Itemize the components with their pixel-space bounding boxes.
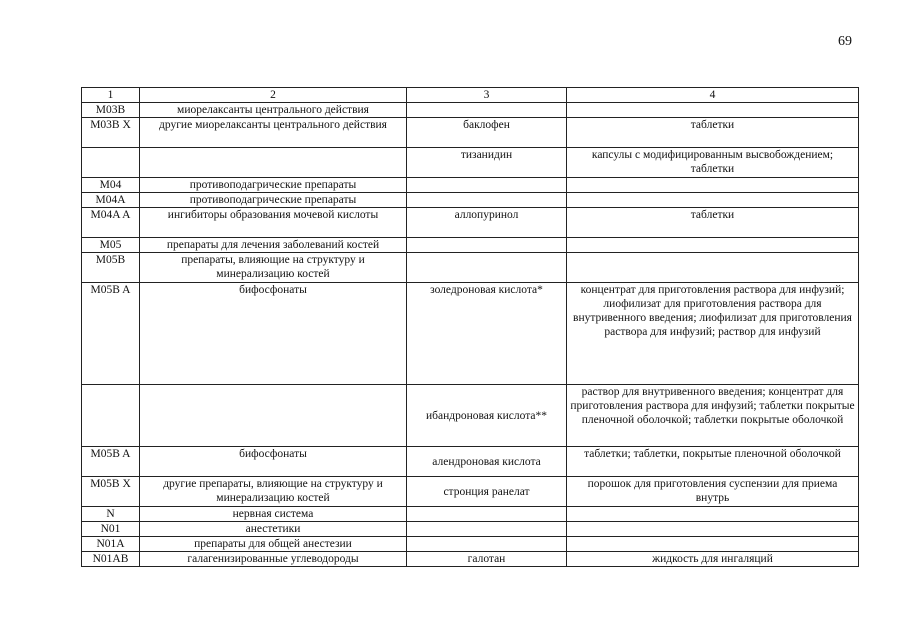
form-cell [567,178,859,193]
group-cell: бифосфонаты [140,447,407,477]
code-cell: M04A [82,193,140,208]
code-cell: M04 [82,178,140,193]
form-cell [567,507,859,522]
form-cell: порошок для приготовления суспензии для приема внутрь [567,477,859,507]
page-number: 69 [838,34,852,49]
drug-cell [407,507,567,522]
code-cell: M05B A [82,447,140,477]
drug-cell [407,253,567,283]
header-cell: 1 [82,88,140,103]
form-cell: концентрат для приготовления раствора для инфузий; лиофилизат для приготовления раствора для внутривенного введения; лиофилизат для приготовления раствора для инфузий; раствор для инфузий [567,283,859,385]
group-cell: нервная система [140,507,407,522]
code-cell: N01A [82,537,140,552]
drug-table [81,87,859,567]
drug-cell [407,178,567,193]
table-row [82,537,859,552]
drug-cell: галотан [407,552,567,567]
drug-cell: алендроновая кислота [407,447,567,477]
group-cell: противоподагрические препараты [140,193,407,208]
header-cell: 4 [567,88,859,103]
group-cell: ингибиторы образования мочевой кислоты [140,208,407,238]
header-cell: 2 [140,88,407,103]
form-cell [567,253,859,283]
form-cell: таблетки [567,208,859,238]
code-cell: N01 [82,522,140,537]
drug-cell: баклофен [407,118,567,148]
code-cell: M05B A [82,283,140,385]
form-cell: таблетки; таблетки, покрытые пленочной оболочкой [567,447,859,477]
drug-cell [407,193,567,208]
table-row [82,385,859,447]
drug-cell [407,103,567,118]
drug-cell [407,522,567,537]
group-cell [140,148,407,178]
table-row [82,552,859,567]
header-cell: 3 [407,88,567,103]
table-row [82,103,859,118]
drug-cell: ибандроновая кислота** [407,385,567,447]
table-row [82,447,859,477]
table-row [82,148,859,178]
drug-cell: стронция ранелат [407,477,567,507]
code-cell [82,148,140,178]
form-cell [567,522,859,537]
form-cell: капсулы с модифицированным высвобождением; таблетки [567,148,859,178]
group-cell: галагенизированные углеводороды [140,552,407,567]
drug-cell: аллопуринол [407,208,567,238]
group-cell: другие миорелаксанты центрального действия [140,118,407,148]
group-cell: противоподагрические препараты [140,178,407,193]
group-cell: препараты для общей анестезии [140,537,407,552]
drug-cell: золедроновая кислота* [407,283,567,385]
table-row [82,238,859,253]
form-cell [567,238,859,253]
code-cell: M05B [82,253,140,283]
table-row [82,507,859,522]
drug-cell: тизанидин [407,148,567,178]
form-cell: раствор для внутривенного введения; концентрат для приготовления раствора для инфузий; таблетки покрытые пленочной оболочкой; таблетки покрытые оболочкой [567,385,859,447]
code-cell: M03B [82,103,140,118]
group-cell: бифосфонаты [140,283,407,385]
code-cell: M05 [82,238,140,253]
form-cell: таблетки [567,118,859,148]
table-row [82,522,859,537]
code-cell: N01AB [82,552,140,567]
header-row [82,88,859,103]
table-row [82,118,859,148]
drug-cell [407,238,567,253]
form-cell: жидкость для ингаляций [567,552,859,567]
code-cell: M05B X [82,477,140,507]
table-row [82,178,859,193]
code-cell: M04A A [82,208,140,238]
group-cell: препараты для лечения заболеваний костей [140,238,407,253]
table-row [82,208,859,238]
code-cell [82,385,140,447]
form-cell [567,193,859,208]
group-cell: анестетики [140,522,407,537]
code-cell: M03B X [82,118,140,148]
table-row [82,253,859,283]
group-cell: препараты, влияющие на структуру и минерализацию костей [140,253,407,283]
drug-cell [407,537,567,552]
table-row [82,283,859,385]
group-cell: миорелаксанты центрального действия [140,103,407,118]
table-row [82,477,859,507]
table-row [82,193,859,208]
code-cell: N [82,507,140,522]
form-cell [567,103,859,118]
group-cell: другие препараты, влияющие на структуру и минерализацию костей [140,477,407,507]
group-cell [140,385,407,447]
form-cell [567,537,859,552]
